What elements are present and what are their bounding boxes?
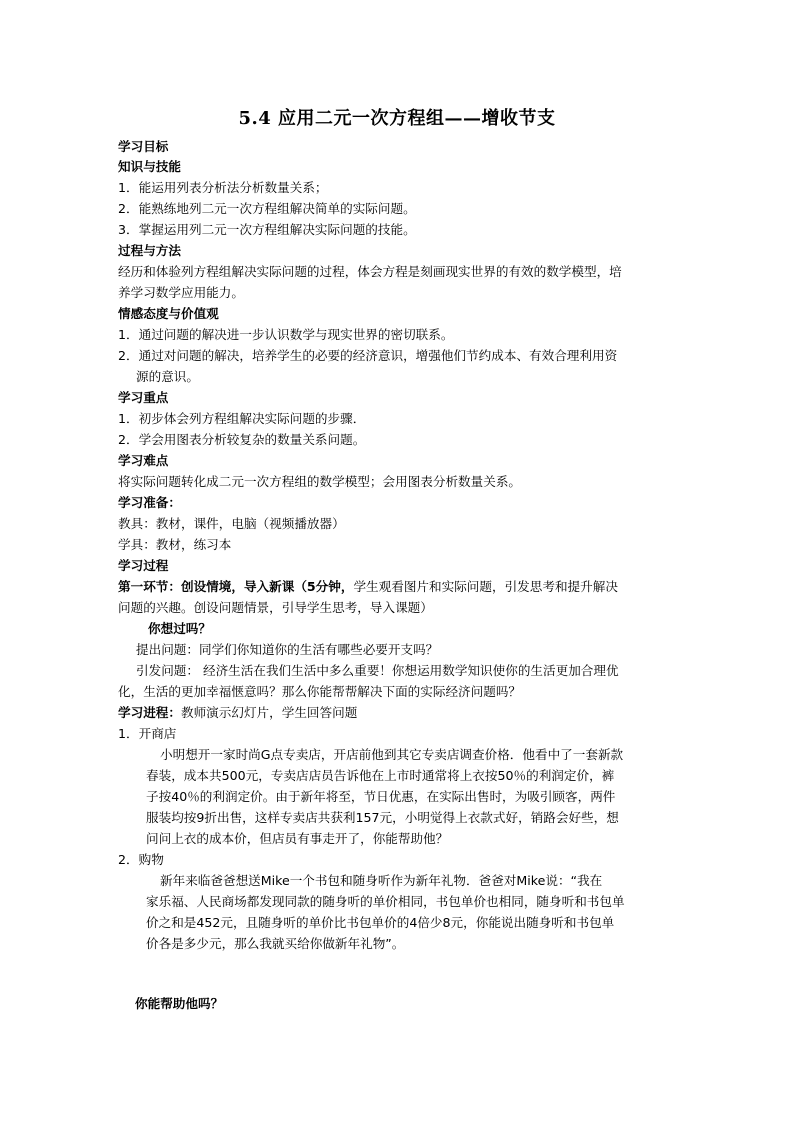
question-2: 引发问题： 经济生活在我们生活中多么重要！你想运用数学知识使你的生活更加合理优 (136, 663, 619, 678)
process-method-text: 养学习数学应用能力。 (118, 285, 244, 300)
difficulty-heading: 学习难点 (118, 453, 169, 468)
knowledge-item: 3．掌握运用列二元一次方程组解决实际问题的技能。 (118, 222, 416, 237)
progress-text: 教师演示幻灯片，学生回答问题 (180, 705, 358, 720)
problem2-text: 新年来临爸爸想送Mike一个书包和随身听作为新年礼物．爸爸对Mike说：“我在 (160, 873, 603, 888)
knowledge-item: 1．能运用列表分析法分析数量关系； (118, 180, 328, 195)
teacher-materials: 教具：教材，课件，电脑（视频播放器） (118, 516, 345, 531)
process-method-heading: 过程与方法 (118, 243, 181, 258)
process-method-text: 经历和体验列方程组解决实际问题的过程，体会方程是刻画现实世界的有效的数学模型，培 (118, 264, 622, 279)
progress-line (118, 704, 357, 722)
page-title: 5.4 应用二元一次方程组——增收节支 (238, 108, 556, 129)
emotion-item-continued: 源的意识。 (136, 369, 199, 384)
closing-question: 你能帮助他吗？ (135, 996, 224, 1011)
key-points-heading: 学习重点 (118, 390, 169, 405)
knowledge-item: 2．能熟练地列二元一次方程组解决简单的实际问题。 (118, 201, 416, 216)
emotion-item: 1．通过问题的解决进一步认识数学与现实世界的密切联系。 (118, 327, 454, 342)
key-point-item: 2．学会用图表分析较复杂的数量关系问题。 (118, 432, 366, 447)
step1-line (118, 578, 618, 596)
question-2-continued: 化，生活的更加幸福惬意吗？那么你能帮帮解决下面的实际经济问题吗？ (118, 684, 521, 699)
problem2-text: 价之和是452元，且随身听的单价比书包单价的4倍少8元，你能说出随身听和书包单 (146, 915, 615, 930)
problem1-text: 小明想开一家时尚G点专卖店，开店前他到其它专卖店调查价格．他看中了一套新款 (160, 747, 624, 762)
learning-process-heading: 学习过程 (118, 558, 169, 573)
step1-line-2: 问题的兴趣。创设问题情景，引导学生思考，导入课题） (118, 600, 433, 615)
emotion-heading: 情感态度与价值观 (118, 306, 219, 321)
key-point-item: 1．初步体会列方程组解决实际问题的步骤． (118, 411, 366, 426)
step1-label: 第一环节：创设情境，导入新课（5分钟， (118, 579, 354, 594)
problem2-heading: 2．购物 (118, 852, 164, 867)
problem1-text: 子按40％的利润定价。由于新年将至，节日优惠，在实际出售时，为吸引顾客，两件 (146, 789, 616, 804)
knowledge-heading: 知识与技能 (118, 159, 181, 174)
problem1-heading: 1．开商店 (118, 726, 177, 741)
difficulty-text: 将实际问题转化成二元一次方程组的数学模型；会用图表分析数量关系。 (118, 474, 521, 489)
think-heading: 你想过吗？ (148, 621, 211, 636)
emotion-item: 2．通过对问题的解决，培养学生的必要的经济意识，增强他们节约成本、有效合理利用资 (118, 348, 618, 363)
problem2-text: 家乐福、人民商场都发现同款的随身听的单价相同，书包单价也相同，随身听和书包单 (146, 894, 625, 909)
problem1-text: 服装均按9折出售，这样专卖店共获利157元，小明觉得上衣款式好，销路会好些，想 (146, 810, 619, 825)
problem1-text: 问问上衣的成本价，但店员有事走开了，你能帮助他？ (146, 831, 449, 846)
problem1-text: 春装，成本共500元，专卖店店员告诉他在上市时通常将上衣按50％的利润定价，裤 (146, 768, 615, 783)
progress-label: 学习进程： (118, 705, 181, 720)
step1-text: 学生观看图片和实际问题，引发思考和提升解决 (353, 579, 618, 594)
problem2-text: 价各是多少元，那么我就买给你做新年礼物”。 (146, 936, 405, 951)
objectives-heading: 学习目标 (118, 139, 169, 154)
student-materials: 学具：教材，练习本 (118, 537, 232, 552)
question-1: 提出问题：同学们你知道你的生活有哪些必要开支吗？ (136, 642, 439, 657)
preparation-heading: 学习准备： (118, 495, 181, 510)
